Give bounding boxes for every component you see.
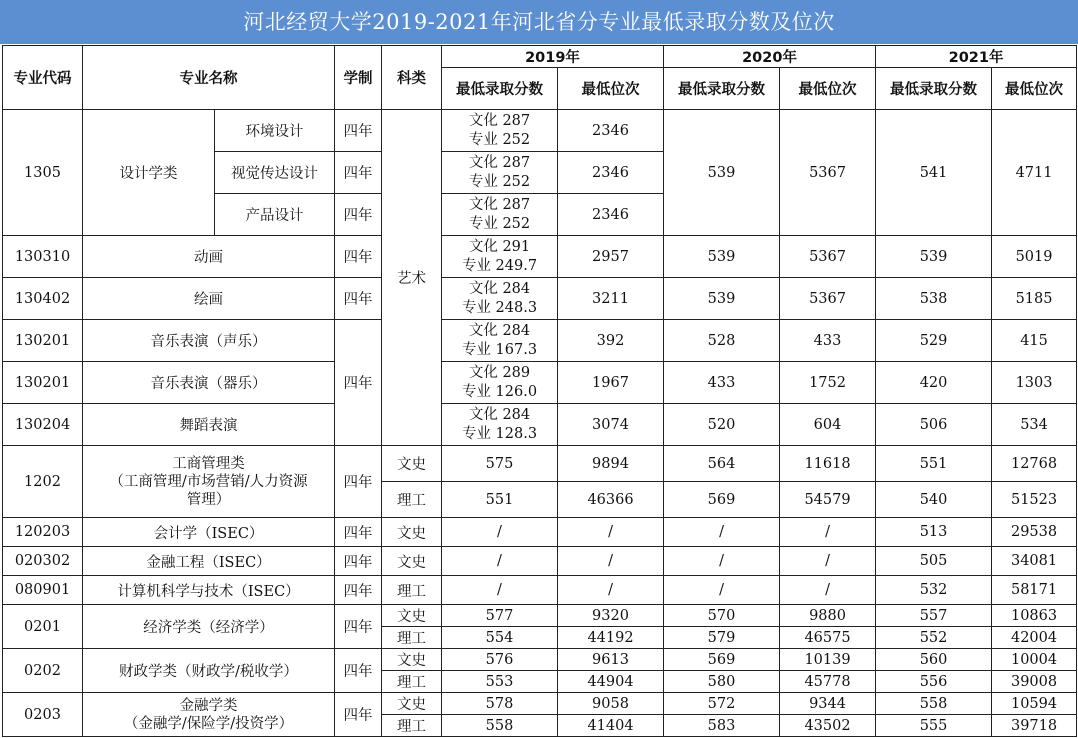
table-row	[3, 605, 1077, 627]
cell-rank-2020: /	[780, 576, 876, 605]
header-code: 专业代码	[3, 46, 83, 110]
table-row	[3, 693, 1077, 715]
cell-score-2019: 575	[442, 446, 558, 482]
cell-category: 理工	[382, 715, 442, 737]
cell-rank-2021: 415	[992, 320, 1077, 362]
table-row	[3, 110, 1077, 152]
cell-rank-2019: /	[558, 547, 664, 576]
cell-name: 经济学类（经济学）	[83, 605, 335, 649]
cell-score-2020: 539	[664, 278, 780, 320]
cell-rank-2020: 604	[780, 404, 876, 446]
cell-score-2020: 528	[664, 320, 780, 362]
cell-score-2020: 569	[664, 649, 780, 671]
cell-rank-2019: /	[558, 518, 664, 547]
cell-subname: 环境设计	[215, 110, 335, 152]
header-min-rank-2021: 最低位次	[992, 68, 1077, 110]
cell-rank-2019: 2957	[558, 236, 664, 278]
cell-duration: 四年	[335, 576, 382, 605]
cell-subname: 产品设计	[215, 194, 335, 236]
cell-rank-2019: 46366	[558, 482, 664, 518]
cell-score-2020: 520	[664, 404, 780, 446]
cell-score-2020: 572	[664, 693, 780, 715]
cell-duration: 四年	[335, 547, 382, 576]
cell-rank-2021: 29538	[992, 518, 1077, 547]
cell-rank-2019: 41404	[558, 715, 664, 737]
cell-rank-2020: 45778	[780, 671, 876, 693]
cell-rank-2021: 34081	[992, 547, 1077, 576]
header-min-score-2019: 最低录取分数	[442, 68, 558, 110]
header-min-score-2021: 最低录取分数	[876, 68, 992, 110]
cell-duration: 四年	[335, 194, 382, 236]
cell-rank-2021: 42004	[992, 627, 1077, 649]
cell-score-2020: 539	[664, 236, 780, 278]
cell-duration: 四年	[335, 605, 382, 649]
cell-category: 文史	[382, 547, 442, 576]
cell-rank-2019: 1967	[558, 362, 664, 404]
cell-rank-2020: 11618	[780, 446, 876, 482]
cell-rank-2019: 44904	[558, 671, 664, 693]
cell-category: 文史	[382, 693, 442, 715]
cell-name: 舞蹈表演	[83, 404, 335, 446]
cell-score-2020: 539	[664, 110, 780, 236]
cell-name: 财政学类（财政学/税收学）	[83, 649, 335, 693]
table-row	[3, 576, 1077, 605]
table-row	[3, 518, 1077, 547]
cell-score-2019: 文化 284 专业 248.3	[442, 278, 558, 320]
header-min-score-2020: 最低录取分数	[664, 68, 780, 110]
cell-score-2020: /	[664, 518, 780, 547]
cell-score-2020: 579	[664, 627, 780, 649]
header-year-2021: 2021年	[876, 46, 1077, 68]
cell-score-2019: 文化 284 专业 167.3	[442, 320, 558, 362]
cell-category: 理工	[382, 627, 442, 649]
cell-score-2021: 556	[876, 671, 992, 693]
cell-code: 130204	[3, 404, 83, 446]
cell-rank-2020: 5367	[780, 278, 876, 320]
table-row	[3, 404, 1077, 446]
cell-score-2019: 551	[442, 482, 558, 518]
cell-code: 130402	[3, 278, 83, 320]
table-row	[3, 649, 1077, 671]
cell-duration: 四年	[335, 152, 382, 194]
cell-score-2019: 文化 289 专业 126.0	[442, 362, 558, 404]
cell-rank-2020: 46575	[780, 627, 876, 649]
cell-score-2021: 555	[876, 715, 992, 737]
cell-rank-2020: 9880	[780, 605, 876, 627]
cell-score-2019: 578	[442, 693, 558, 715]
cell-score-2021: 506	[876, 404, 992, 446]
cell-duration: 四年	[335, 320, 382, 446]
cell-score-2021: 539	[876, 236, 992, 278]
admission-table	[2, 45, 1077, 737]
cell-rank-2021: 10004	[992, 649, 1077, 671]
cell-category: 理工	[382, 671, 442, 693]
cell-score-2020: 433	[664, 362, 780, 404]
cell-score-2020: /	[664, 576, 780, 605]
cell-code: 1305	[3, 110, 83, 236]
cell-rank-2021: 12768	[992, 446, 1077, 482]
cell-rank-2021: 4711	[992, 110, 1077, 236]
header-duration: 学制	[335, 46, 382, 110]
cell-name: 音乐表演（器乐）	[83, 362, 335, 404]
cell-score-2021: 529	[876, 320, 992, 362]
cell-category: 文史	[382, 446, 442, 482]
cell-duration: 四年	[335, 693, 382, 737]
cell-rank-2021: 5019	[992, 236, 1077, 278]
cell-duration: 四年	[335, 110, 382, 152]
cell-rank-2019: 2346	[558, 110, 664, 152]
cell-subname: 视觉传达设计	[215, 152, 335, 194]
cell-score-2021: 420	[876, 362, 992, 404]
table-row	[3, 446, 1077, 482]
cell-code: 120203	[3, 518, 83, 547]
cell-name: 金融工程（ISEC）	[83, 547, 335, 576]
cell-code: 0203	[3, 693, 83, 737]
cell-duration: 四年	[335, 236, 382, 278]
cell-score-2019: 577	[442, 605, 558, 627]
cell-rank-2019: 2346	[558, 152, 664, 194]
cell-rank-2020: 43502	[780, 715, 876, 737]
cell-score-2020: /	[664, 547, 780, 576]
cell-code: 130201	[3, 362, 83, 404]
header-min-rank-2019: 最低位次	[558, 68, 664, 110]
header-name: 专业名称	[83, 46, 335, 110]
cell-category-art: 艺术	[382, 110, 442, 446]
cell-score-2021: 560	[876, 649, 992, 671]
header-year-2019: 2019年	[442, 46, 664, 68]
cell-rank-2020: 5367	[780, 110, 876, 236]
cell-score-2021: 540	[876, 482, 992, 518]
table-row	[3, 236, 1077, 278]
cell-rank-2020: /	[780, 547, 876, 576]
header-year-2020: 2020年	[664, 46, 876, 68]
cell-rank-2019: 44192	[558, 627, 664, 649]
cell-score-2019: /	[442, 518, 558, 547]
cell-score-2019: /	[442, 576, 558, 605]
cell-name: 工商管理类 （工商管理/市场营销/人力资源 管理）	[83, 446, 335, 518]
table-row	[3, 362, 1077, 404]
cell-score-2020: 564	[664, 446, 780, 482]
cell-code: 130201	[3, 320, 83, 362]
cell-rank-2021: 39718	[992, 715, 1077, 737]
cell-name: 绘画	[83, 278, 335, 320]
cell-score-2019: 553	[442, 671, 558, 693]
cell-score-2020: 580	[664, 671, 780, 693]
cell-group-name: 设计学类	[83, 110, 215, 236]
cell-score-2021: 541	[876, 110, 992, 236]
cell-rank-2021: 10863	[992, 605, 1077, 627]
cell-rank-2019: 9894	[558, 446, 664, 482]
cell-rank-2021: 10594	[992, 693, 1077, 715]
cell-score-2021: 538	[876, 278, 992, 320]
cell-score-2021: 551	[876, 446, 992, 482]
cell-category: 理工	[382, 576, 442, 605]
cell-duration: 四年	[335, 518, 382, 547]
cell-score-2019: 文化 287 专业 252	[442, 152, 558, 194]
cell-score-2020: 569	[664, 482, 780, 518]
cell-score-2019: 文化 287 专业 252	[442, 194, 558, 236]
cell-category: 文史	[382, 518, 442, 547]
header-min-rank-2020: 最低位次	[780, 68, 876, 110]
cell-rank-2019: 9613	[558, 649, 664, 671]
table-row	[3, 278, 1077, 320]
cell-code: 130310	[3, 236, 83, 278]
cell-score-2020: 570	[664, 605, 780, 627]
cell-score-2019: 文化 287 专业 252	[442, 110, 558, 152]
cell-score-2021: 558	[876, 693, 992, 715]
cell-score-2020: 583	[664, 715, 780, 737]
cell-rank-2019: 3211	[558, 278, 664, 320]
cell-rank-2021: 534	[992, 404, 1077, 446]
cell-rank-2021: 5185	[992, 278, 1077, 320]
cell-rank-2021: 39008	[992, 671, 1077, 693]
cell-rank-2019: 3074	[558, 404, 664, 446]
cell-code: 0201	[3, 605, 83, 649]
cell-rank-2020: 9344	[780, 693, 876, 715]
table-row	[3, 320, 1077, 362]
cell-rank-2021: 58171	[992, 576, 1077, 605]
cell-name: 音乐表演（声乐）	[83, 320, 335, 362]
cell-rank-2020: 54579	[780, 482, 876, 518]
cell-rank-2019: 9058	[558, 693, 664, 715]
cell-category: 文史	[382, 649, 442, 671]
cell-name: 金融学类 （金融学/保险学/投资学）	[83, 693, 335, 737]
cell-duration: 四年	[335, 278, 382, 320]
cell-rank-2019: 392	[558, 320, 664, 362]
cell-rank-2019: /	[558, 576, 664, 605]
page-title: 河北经贸大学2019-2021年河北省分专业最低录取分数及位次	[0, 0, 1078, 44]
cell-name: 动画	[83, 236, 335, 278]
cell-rank-2020: /	[780, 518, 876, 547]
cell-rank-2019: 9320	[558, 605, 664, 627]
cell-duration: 四年	[335, 649, 382, 693]
cell-category: 理工	[382, 482, 442, 518]
cell-score-2019: 文化 284 专业 128.3	[442, 404, 558, 446]
cell-rank-2019: 2346	[558, 194, 664, 236]
header-category: 科类	[382, 46, 442, 110]
cell-rank-2020: 5367	[780, 236, 876, 278]
cell-category: 文史	[382, 605, 442, 627]
cell-code: 080901	[3, 576, 83, 605]
cell-code: 020302	[3, 547, 83, 576]
cell-score-2019: 文化 291 专业 249.7	[442, 236, 558, 278]
cell-score-2019: 554	[442, 627, 558, 649]
cell-rank-2020: 1752	[780, 362, 876, 404]
cell-name: 计算机科学与技术（ISEC）	[83, 576, 335, 605]
table-row	[3, 547, 1077, 576]
cell-rank-2020: 433	[780, 320, 876, 362]
cell-rank-2021: 51523	[992, 482, 1077, 518]
cell-name: 会计学（ISEC）	[83, 518, 335, 547]
cell-code: 0202	[3, 649, 83, 693]
cell-score-2019: 576	[442, 649, 558, 671]
cell-score-2019: /	[442, 547, 558, 576]
cell-duration: 四年	[335, 446, 382, 518]
cell-code: 1202	[3, 446, 83, 518]
cell-rank-2021: 1303	[992, 362, 1077, 404]
cell-score-2019: 558	[442, 715, 558, 737]
cell-score-2021: 505	[876, 547, 992, 576]
cell-score-2021: 513	[876, 518, 992, 547]
cell-score-2021: 532	[876, 576, 992, 605]
cell-rank-2020: 10139	[780, 649, 876, 671]
cell-score-2021: 557	[876, 605, 992, 627]
cell-score-2021: 552	[876, 627, 992, 649]
